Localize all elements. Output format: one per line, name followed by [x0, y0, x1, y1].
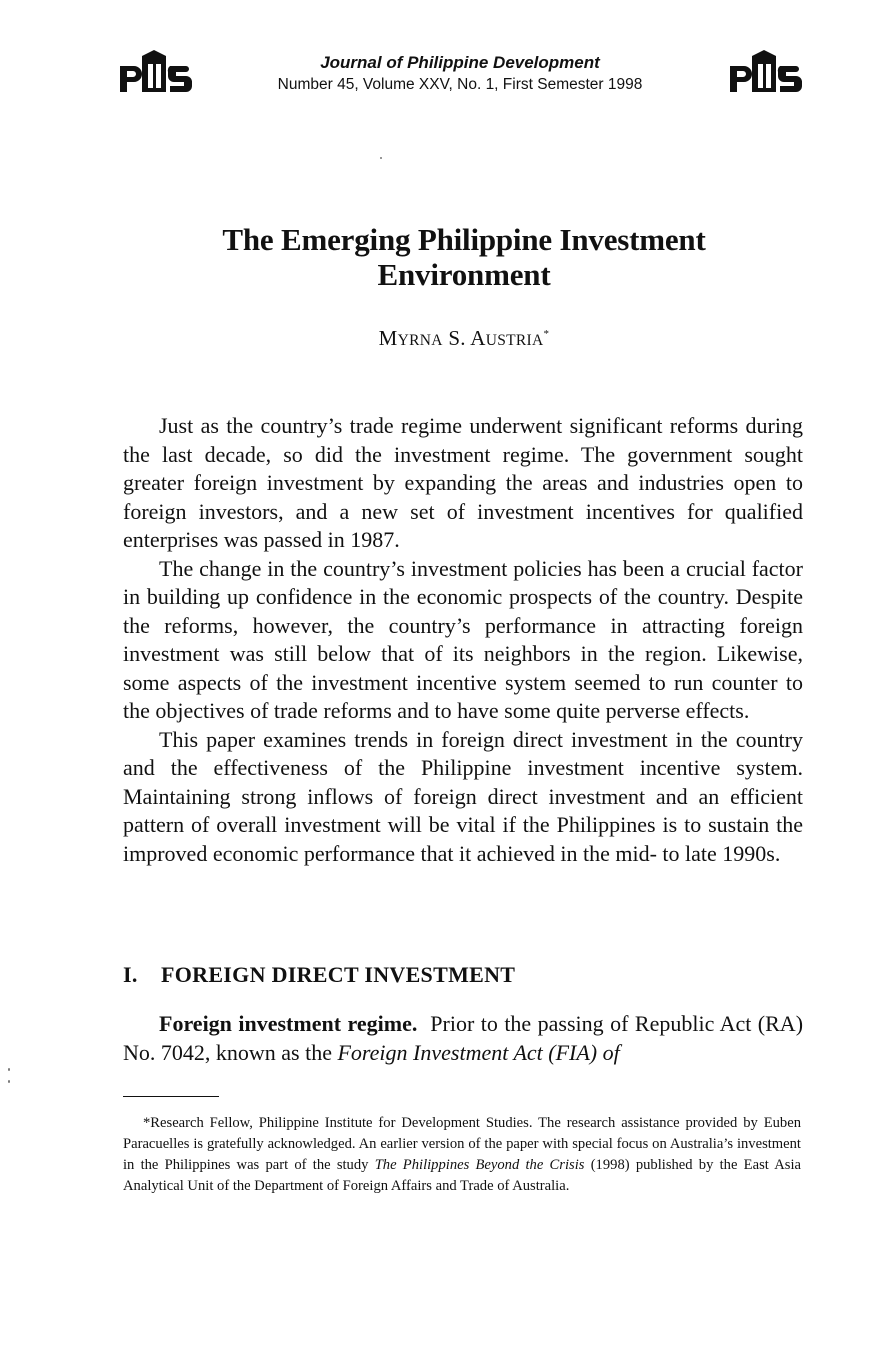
- lead-text: Prior to the passing of Republic Act (RA) No. 7042, known as the: [123, 1011, 804, 1065]
- author-byline: [120, 326, 808, 351]
- footnote-text-tail: (1998) published by the East Asia Analytical Unit of the Department of Foreign Affairs and Trade of Australia.: [123, 1157, 801, 1194]
- pids-logo-left: [118, 50, 204, 94]
- section-lead-paragraph: [123, 1010, 803, 1067]
- journal-header: [230, 52, 690, 96]
- scan-speck: [8, 1080, 10, 1083]
- author-middle: S.: [448, 326, 466, 350]
- author-footnote-mark: *: [543, 328, 550, 340]
- title-line-1: The Emerging Philippine Investment: [222, 222, 706, 257]
- section-title: FOREIGN DIRECT INVESTMENT: [161, 962, 516, 987]
- author-last-rest: USTRIA: [485, 332, 544, 349]
- paragraph: This paper examines trends in foreign direct investment in the country and the effectiveness of the Philippine investment incentive system. Maintaining strong inflows of foreign direct investment and an efficient pattern of overall investment will be vital if the Philippines is to sustain the improved economic performance that it achieved in the mid- to late 1990s.: [123, 726, 803, 866]
- section-heading: [123, 962, 803, 988]
- paragraph: Just as the country’s trade regime underwent significant reforms during the last decade, so did the investment regime. The government sought greater foreign investment by expanding the areas and industries open to foreign investors, and a new set of investment incentives for qualified enterprises was passed in 1987.: [123, 413, 803, 552]
- footnote-text: Research Fellow, Philippine Institute for Development Studies. The research assistance provided by Euben Paracuelles is gratefully acknowledged. An earlier version of the paper with special focus on Australia’s investment in the Philippines was part of the study: [123, 1115, 801, 1173]
- pids-logo-right: [728, 50, 814, 94]
- footnote: [123, 1113, 801, 1197]
- journal-issue: Number 45, Volume XXV, No. 1, First Semester 1998: [277, 76, 643, 93]
- article-title: [120, 222, 808, 292]
- intro-body: [123, 412, 803, 868]
- paragraph: The change in the country’s investment policies has been a crucial factor in building up confidence in the economic prospects of the country. Despite the reforms, however, the country’s performance in attracting foreign investment was still below that of its neighbors in the region. Likewise, some aspects of the investment incentive system seemed to run counter to the objectives of trade reforms and to have some quite perverse effects.: [123, 555, 803, 723]
- scan-speck: [8, 1068, 10, 1071]
- scan-speck: [380, 157, 382, 159]
- lead-italic: Foreign Investment Act (FIA) of: [337, 1039, 620, 1065]
- author-last-initial: A: [470, 326, 486, 350]
- run-in-heading: Foreign investment regime.: [159, 1011, 418, 1036]
- footnote-book-title: The Philippines Beyond the Crisis: [374, 1157, 585, 1173]
- title-line-2: Environment: [377, 257, 551, 292]
- footnote-divider: [123, 1096, 219, 1097]
- footnote-marker: *: [143, 1115, 151, 1131]
- journal-name: Journal of Philippine Development: [320, 53, 600, 72]
- author-first-rest: YRNA: [397, 332, 443, 349]
- author-first-initial: M: [378, 326, 398, 350]
- section-number: I.: [123, 962, 138, 987]
